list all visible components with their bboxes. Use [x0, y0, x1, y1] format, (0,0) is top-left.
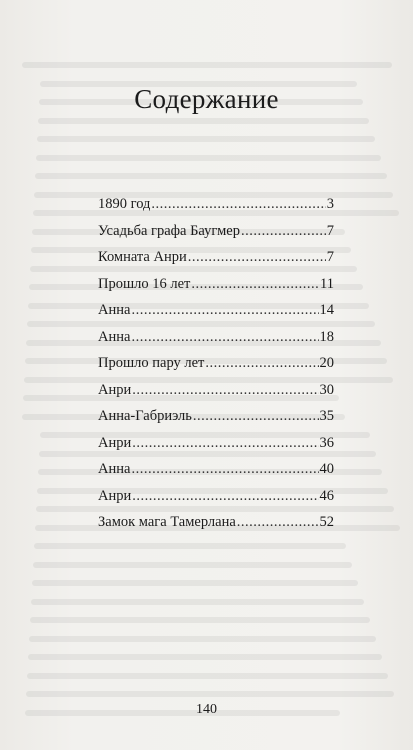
toc-entry-page: 40 — [319, 461, 334, 477]
toc-entry-page: 11 — [320, 275, 334, 292]
toc-leader-dots — [132, 382, 318, 399]
table-of-contents — [98, 196, 334, 541]
toc-entry — [98, 408, 334, 435]
toc-leader-dots — [237, 514, 319, 531]
toc-entry — [98, 382, 334, 409]
toc-entry — [98, 196, 334, 223]
toc-entry — [98, 249, 334, 276]
toc-leader-dots — [205, 355, 318, 372]
toc-entry — [98, 355, 334, 382]
toc-leader-dots — [188, 249, 326, 266]
toc-leader-dots — [131, 329, 318, 346]
toc-entry — [98, 276, 334, 303]
toc-entry — [98, 461, 334, 488]
bleed-through-line — [34, 543, 346, 549]
toc-entry-title: Анри — [98, 381, 132, 398]
toc-entry-title: Комната Анри — [98, 249, 187, 265]
toc-entry — [98, 514, 334, 541]
toc-leader-dots — [193, 408, 319, 425]
toc-entry-page: 7 — [326, 249, 334, 265]
toc-entry-title: Анна-Габриэль — [98, 408, 192, 424]
toc-entry — [98, 302, 334, 329]
toc-entry-title: Прошло пару лет — [98, 355, 205, 371]
toc-entry — [98, 329, 334, 356]
bleed-through-line — [37, 136, 375, 142]
toc-leader-dots — [241, 223, 326, 240]
page-number: 140 — [196, 702, 217, 717]
toc-entry-title: Усадьба графа Баугмер — [98, 222, 240, 239]
toc-entry-page: 3 — [326, 196, 334, 212]
toc-leader-dots — [132, 435, 318, 452]
bleed-through-line — [28, 654, 382, 660]
toc-entry-page: 52 — [319, 514, 334, 530]
bleed-through-line — [35, 173, 387, 179]
toc-entry — [98, 223, 334, 250]
toc-entry-page: 7 — [326, 222, 334, 239]
bleed-through-line — [27, 673, 388, 679]
bleed-through-line — [26, 691, 394, 697]
bleed-through-line — [31, 599, 364, 605]
toc-leader-dots — [131, 302, 318, 319]
toc-entry-title: Анна — [98, 302, 131, 318]
bleed-through-line — [29, 636, 376, 642]
bleed-through-line — [33, 562, 352, 568]
toc-leader-dots — [131, 461, 318, 478]
toc-leader-dots — [151, 196, 325, 213]
toc-leader-dots — [132, 488, 318, 505]
toc-entry-title: Анна — [98, 328, 131, 345]
toc-entry-page: 20 — [319, 355, 334, 371]
toc-entry-page: 46 — [319, 487, 334, 504]
bleed-through-line — [32, 580, 358, 586]
toc-entry-page: 35 — [319, 408, 334, 424]
toc-entry-title: Анри — [98, 434, 132, 451]
bleed-through-line — [22, 62, 392, 68]
toc-entry-title: Прошло 16 лет — [98, 275, 191, 292]
toc-entry — [98, 435, 334, 462]
toc-entry-page: 14 — [319, 302, 334, 318]
toc-entry-page: 30 — [319, 381, 334, 398]
bleed-through-line — [38, 118, 369, 124]
toc-entry-title: Замок мага Тамерлана — [98, 514, 236, 530]
page-title: Содержание — [134, 84, 279, 114]
toc-entry-page: 18 — [319, 328, 334, 345]
bleed-through-line — [30, 617, 370, 623]
toc-leader-dots — [191, 276, 319, 293]
toc-entry-title: Анри — [98, 487, 132, 504]
toc-entry — [98, 488, 334, 515]
toc-entry-title: 1890 год — [98, 196, 151, 212]
toc-entry-page: 36 — [319, 434, 334, 451]
bleed-through-line — [36, 155, 381, 161]
toc-entry-title: Анна — [98, 461, 131, 477]
